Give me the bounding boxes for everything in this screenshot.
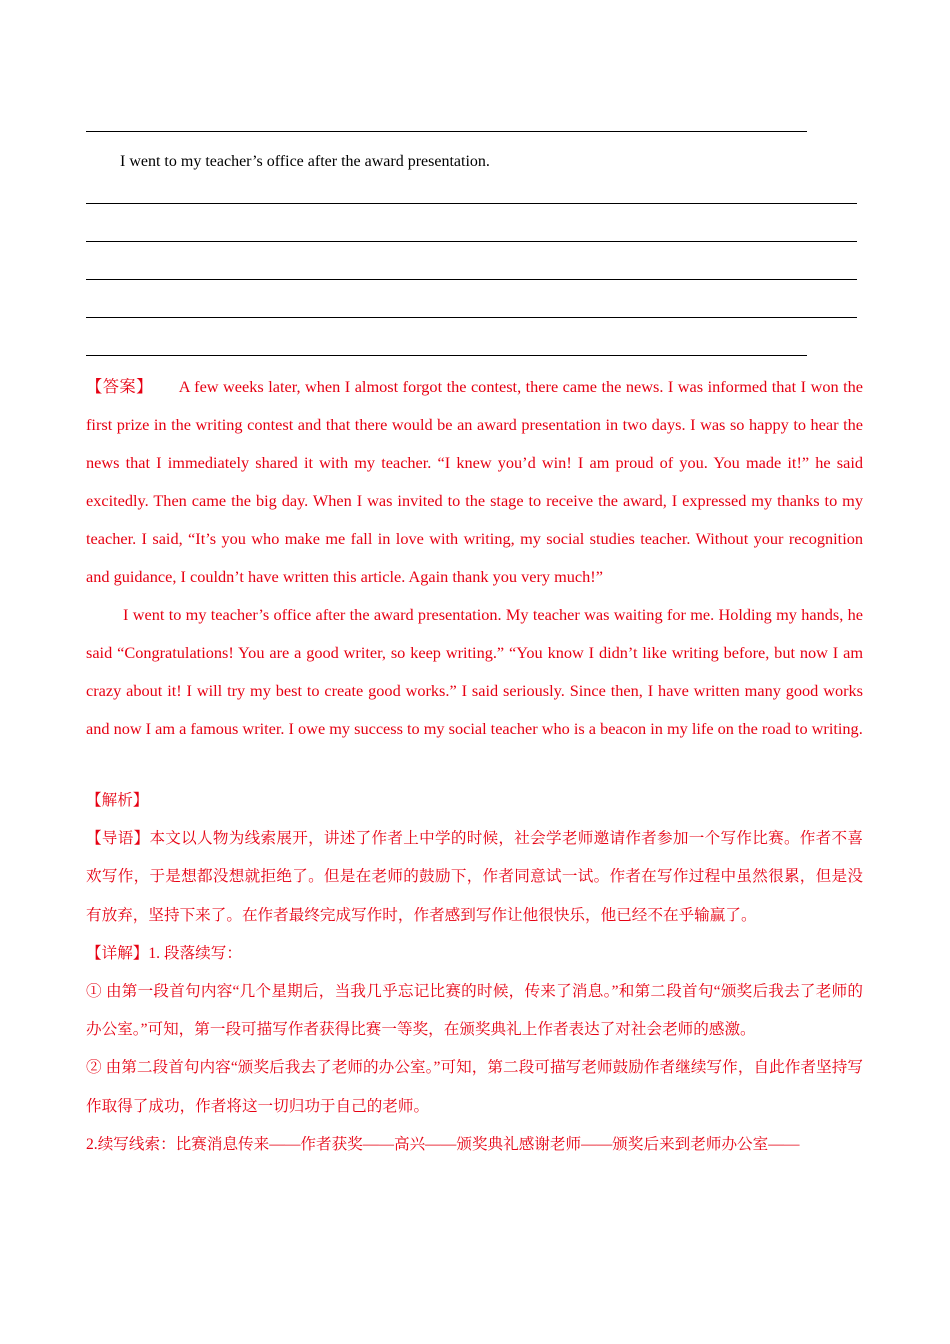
analysis-detail-heading: 【详解】1. 段落续写： — [86, 944, 242, 962]
writing-line — [86, 203, 857, 204]
writing-line — [86, 131, 807, 132]
analysis-section — [86, 782, 863, 1164]
analysis-guide: 【导语】本文以人物为线索展开，讲述了作者上中学的时候，社会学老师邀请作者参加一个写作比赛。作者不喜欢写作，于是想都没想就拒绝了。但是在老师的鼓励下，作者同意试一试。作者在写作过程中虽然很累，但是没有放弃，坚持下来了。在作者最终完成写作时，作者感到写作让他很快乐，他已经不在乎输赢了。 — [86, 830, 863, 924]
answer-paragraph-1-text: A few weeks later, when I almost forgot the contest, there came the news. I was informed that I won the first prize in the writing contest and that there would be an award presentation in two days. I was so happy to hear the news that I immediately shared it with my teacher. “I knew you’d win! I am proud of you. You made it!” he said excitedly. Then came the big day. When I was invited to the stage to receive the award, I expressed my thanks to my teacher. I said, “It’s you who make me fall in love with writing, my social studies teacher. Without your recognition and guidance, I couldn’t have written this article. Again thank you very much!” — [86, 377, 863, 586]
answer-paragraph-2: I went to my teacher’s office after the award presentation. My teacher was waiting for me. Holding my hands, he said “Congratulations! You are a good writer, so keep writing.” “You know I didn’t like writing before, but now I am crazy about it! I will try my best to create good works.” I said seriously. Since then, I have written many good works and now I am a famous writer. I owe my success to my social teacher who is a beacon in my life on the road to writing. — [86, 605, 863, 738]
prompt-sentence: I went to my teacher’s office after the award presentation. — [120, 153, 490, 170]
analysis-point-1: ① 由第一段首句内容“几个星期后，当我几乎忘记比赛的时候，传来了消息。”和第二段首句“颁奖后我去了老师的办公室。”可知，第一段可描写作者获得比赛一等奖，在颁奖典礼上作者表达了对社会老师的感激。 — [86, 983, 863, 1039]
answer-paragraph-1 — [86, 368, 863, 596]
writing-line — [86, 279, 857, 280]
writing-line — [86, 355, 807, 356]
analysis-heading: 【解析】 — [86, 792, 149, 809]
writing-line — [86, 317, 857, 318]
writing-line — [86, 241, 857, 242]
answer-tag: 【答案】 — [86, 377, 153, 396]
analysis-point-2: ② 由第二段首句内容“颁奖后我去了老师的办公室。”可知，第二段可描写老师鼓励作者继续写作，自此作者坚持写作取得了成功，作者将这一切归功于自己的老师。 — [86, 1059, 863, 1115]
answer-section — [86, 368, 863, 748]
analysis-clues: 2.续写线索：比赛消息传来——作者获奖——高兴——颁奖典礼感谢老师——颁奖后来到老师办公室—— — [86, 1135, 800, 1153]
